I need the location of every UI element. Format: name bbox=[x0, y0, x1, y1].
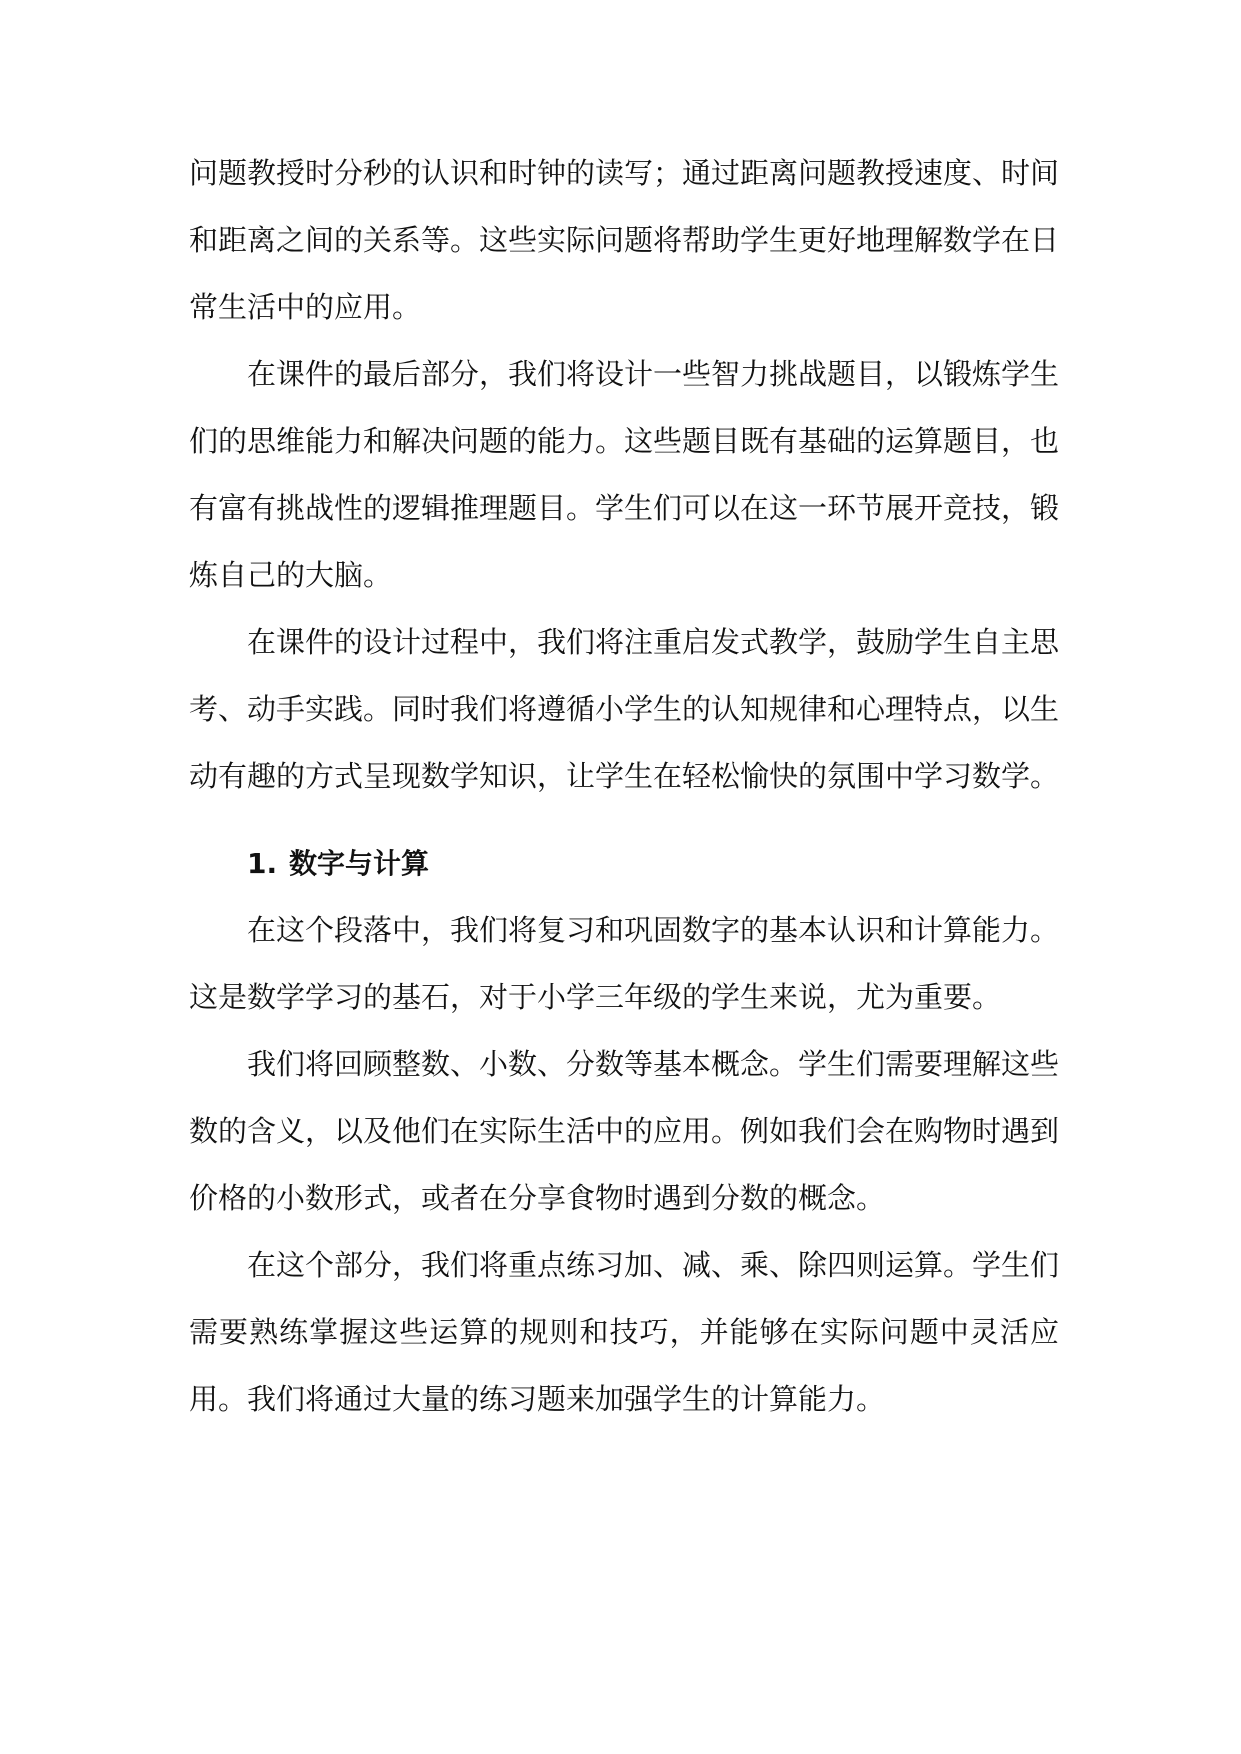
paragraph-challenge: 在课件的最后部分，我们将设计一些智力挑战题目，以锻炼学生们的思维能力和解决问题的能力。这些题目既有基础的运算题目，也有富有挑战性的逻辑推理题目。学生们可以在这一环节展开竞技，锻炼自己的大脑。 bbox=[189, 357, 1060, 592]
document-body bbox=[189, 140, 1059, 1433]
paragraph-concepts: 我们将回顾整数、小数、分数等基本概念。学生们需要理解这些数的含义，以及他们在实际生活中的应用。例如我们会在购物时遇到价格的小数形式，或者在分享食物时遇到分数的概念。 bbox=[189, 1047, 1060, 1215]
section-heading bbox=[189, 810, 1059, 897]
paragraph-continued: 问题教授时分秒的认识和时钟的读写；通过距离问题教授速度、时间和距离之间的关系等。这些实际问题将帮助学生更好地理解数学在日常生活中的应用。 bbox=[189, 156, 1060, 324]
paragraph-operations: 在这个部分，我们将重点练习加、减、乘、除四则运算。学生们需要熟练掌握这些运算的规则和技巧，并能够在实际问题中灵活应用。我们将通过大量的练习题来加强学生的计算能力。 bbox=[189, 1248, 1060, 1416]
section-number: 1. bbox=[247, 847, 278, 880]
section-title: 数字与计算 bbox=[289, 847, 430, 880]
paragraph-intro: 在这个段落中，我们将复习和巩固数字的基本认识和计算能力。这是数学学习的基石，对于小学三年级的学生来说，尤为重要。 bbox=[189, 913, 1060, 1014]
paragraph-design: 在课件的设计过程中，我们将注重启发式教学，鼓励学生自主思考、动手实践。同时我们将遵循小学生的认知规律和心理特点，以生动有趣的方式呈现数学知识，让学生在轻松愉快的氛围中学习数学。 bbox=[189, 625, 1060, 793]
